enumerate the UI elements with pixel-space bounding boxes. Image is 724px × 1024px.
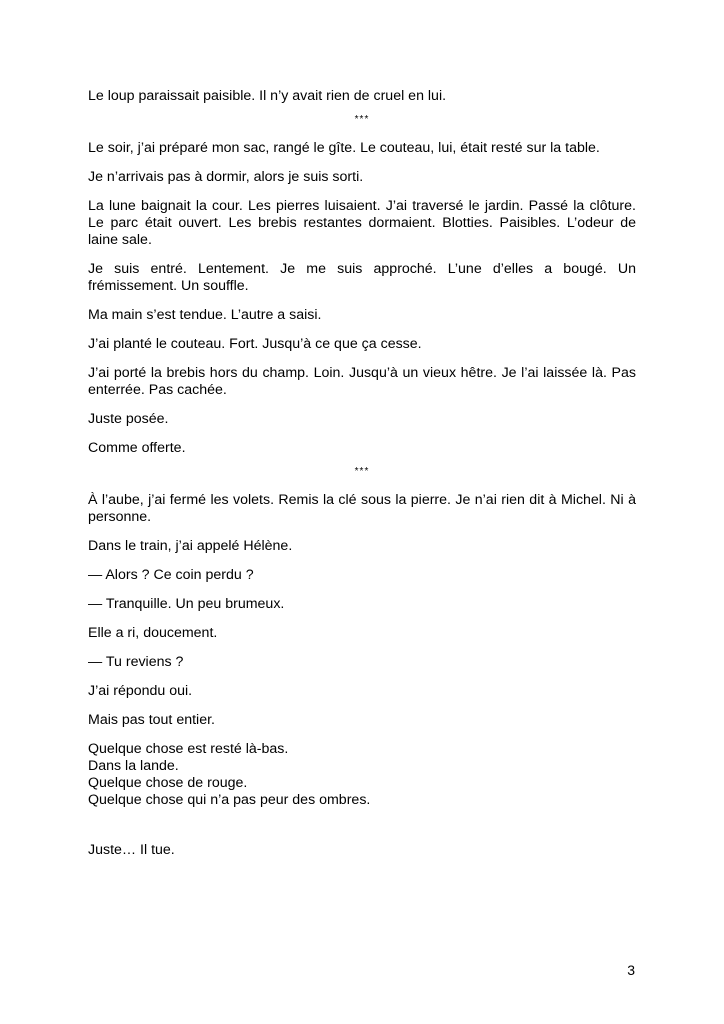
page-number: 3	[627, 962, 635, 978]
paragraph: Je suis entré. Lentement. Je me suis approché. L’une d’elles a bougé. Un frémissement. Un souffle.	[88, 261, 636, 294]
paragraph: Juste posée.	[88, 411, 169, 427]
paragraph: Ma main s’est tendue. L’autre a saisi.	[88, 307, 322, 323]
paragraph: Mais pas tout entier.	[88, 712, 215, 728]
paragraph: Elle a ri, doucement.	[88, 625, 218, 641]
final-line: Juste… Il tue.	[88, 842, 175, 858]
section-separator: ***	[354, 114, 370, 125]
paragraph: La lune baignait la cour. Les pierres luisaient. J’ai traversé le jardin. Passé la clôture. Le parc était ouvert. Les brebis restantes dormaient. Blotties. Paisibles. L’odeur de laine sale.	[88, 198, 636, 248]
paragraph: J’ai répondu oui.	[88, 683, 193, 699]
closing-line: Quelque chose de rouge.	[88, 775, 248, 791]
closing-line: Quelque chose qui n’a pas peur des ombres.	[88, 792, 371, 808]
closing-line: Quelque chose est resté là-bas.	[88, 741, 289, 757]
dialogue-line: — Tu reviens ?	[88, 654, 184, 670]
paragraph: Le loup paraissait paisible. Il n’y avait rien de cruel en lui.	[88, 88, 447, 104]
paragraph: Comme offerte.	[88, 440, 186, 456]
paragraph: Le soir, j’ai préparé mon sac, rangé le gîte. Le couteau, lui, était resté sur la table.	[88, 140, 600, 156]
paragraph: À l’aube, j’ai fermé les volets. Remis la clé sous la pierre. Je n’ai rien dit à Michel. Ni à personne.	[88, 492, 636, 525]
paragraph: J’ai porté la brebis hors du champ. Loin. Jusqu’à un vieux hêtre. Je l’ai laissée là. Pas enterrée. Pas cachée.	[88, 365, 636, 398]
paragraph: Dans le train, j’ai appelé Hélène.	[88, 538, 293, 554]
closing-verse	[88, 741, 636, 809]
dialogue-line: — Alors ? Ce coin perdu ?	[88, 567, 254, 583]
dialogue-line: — Tranquille. Un peu brumeux.	[88, 596, 285, 612]
paragraph: J’ai planté le couteau. Fort. Jusqu’à ce que ça cesse.	[88, 336, 422, 352]
section-separator: ***	[354, 466, 370, 477]
document-body	[88, 88, 636, 871]
paragraph: Je n’arrivais pas à dormir, alors je suis sorti.	[88, 169, 364, 185]
closing-line: Dans la lande.	[88, 758, 179, 774]
